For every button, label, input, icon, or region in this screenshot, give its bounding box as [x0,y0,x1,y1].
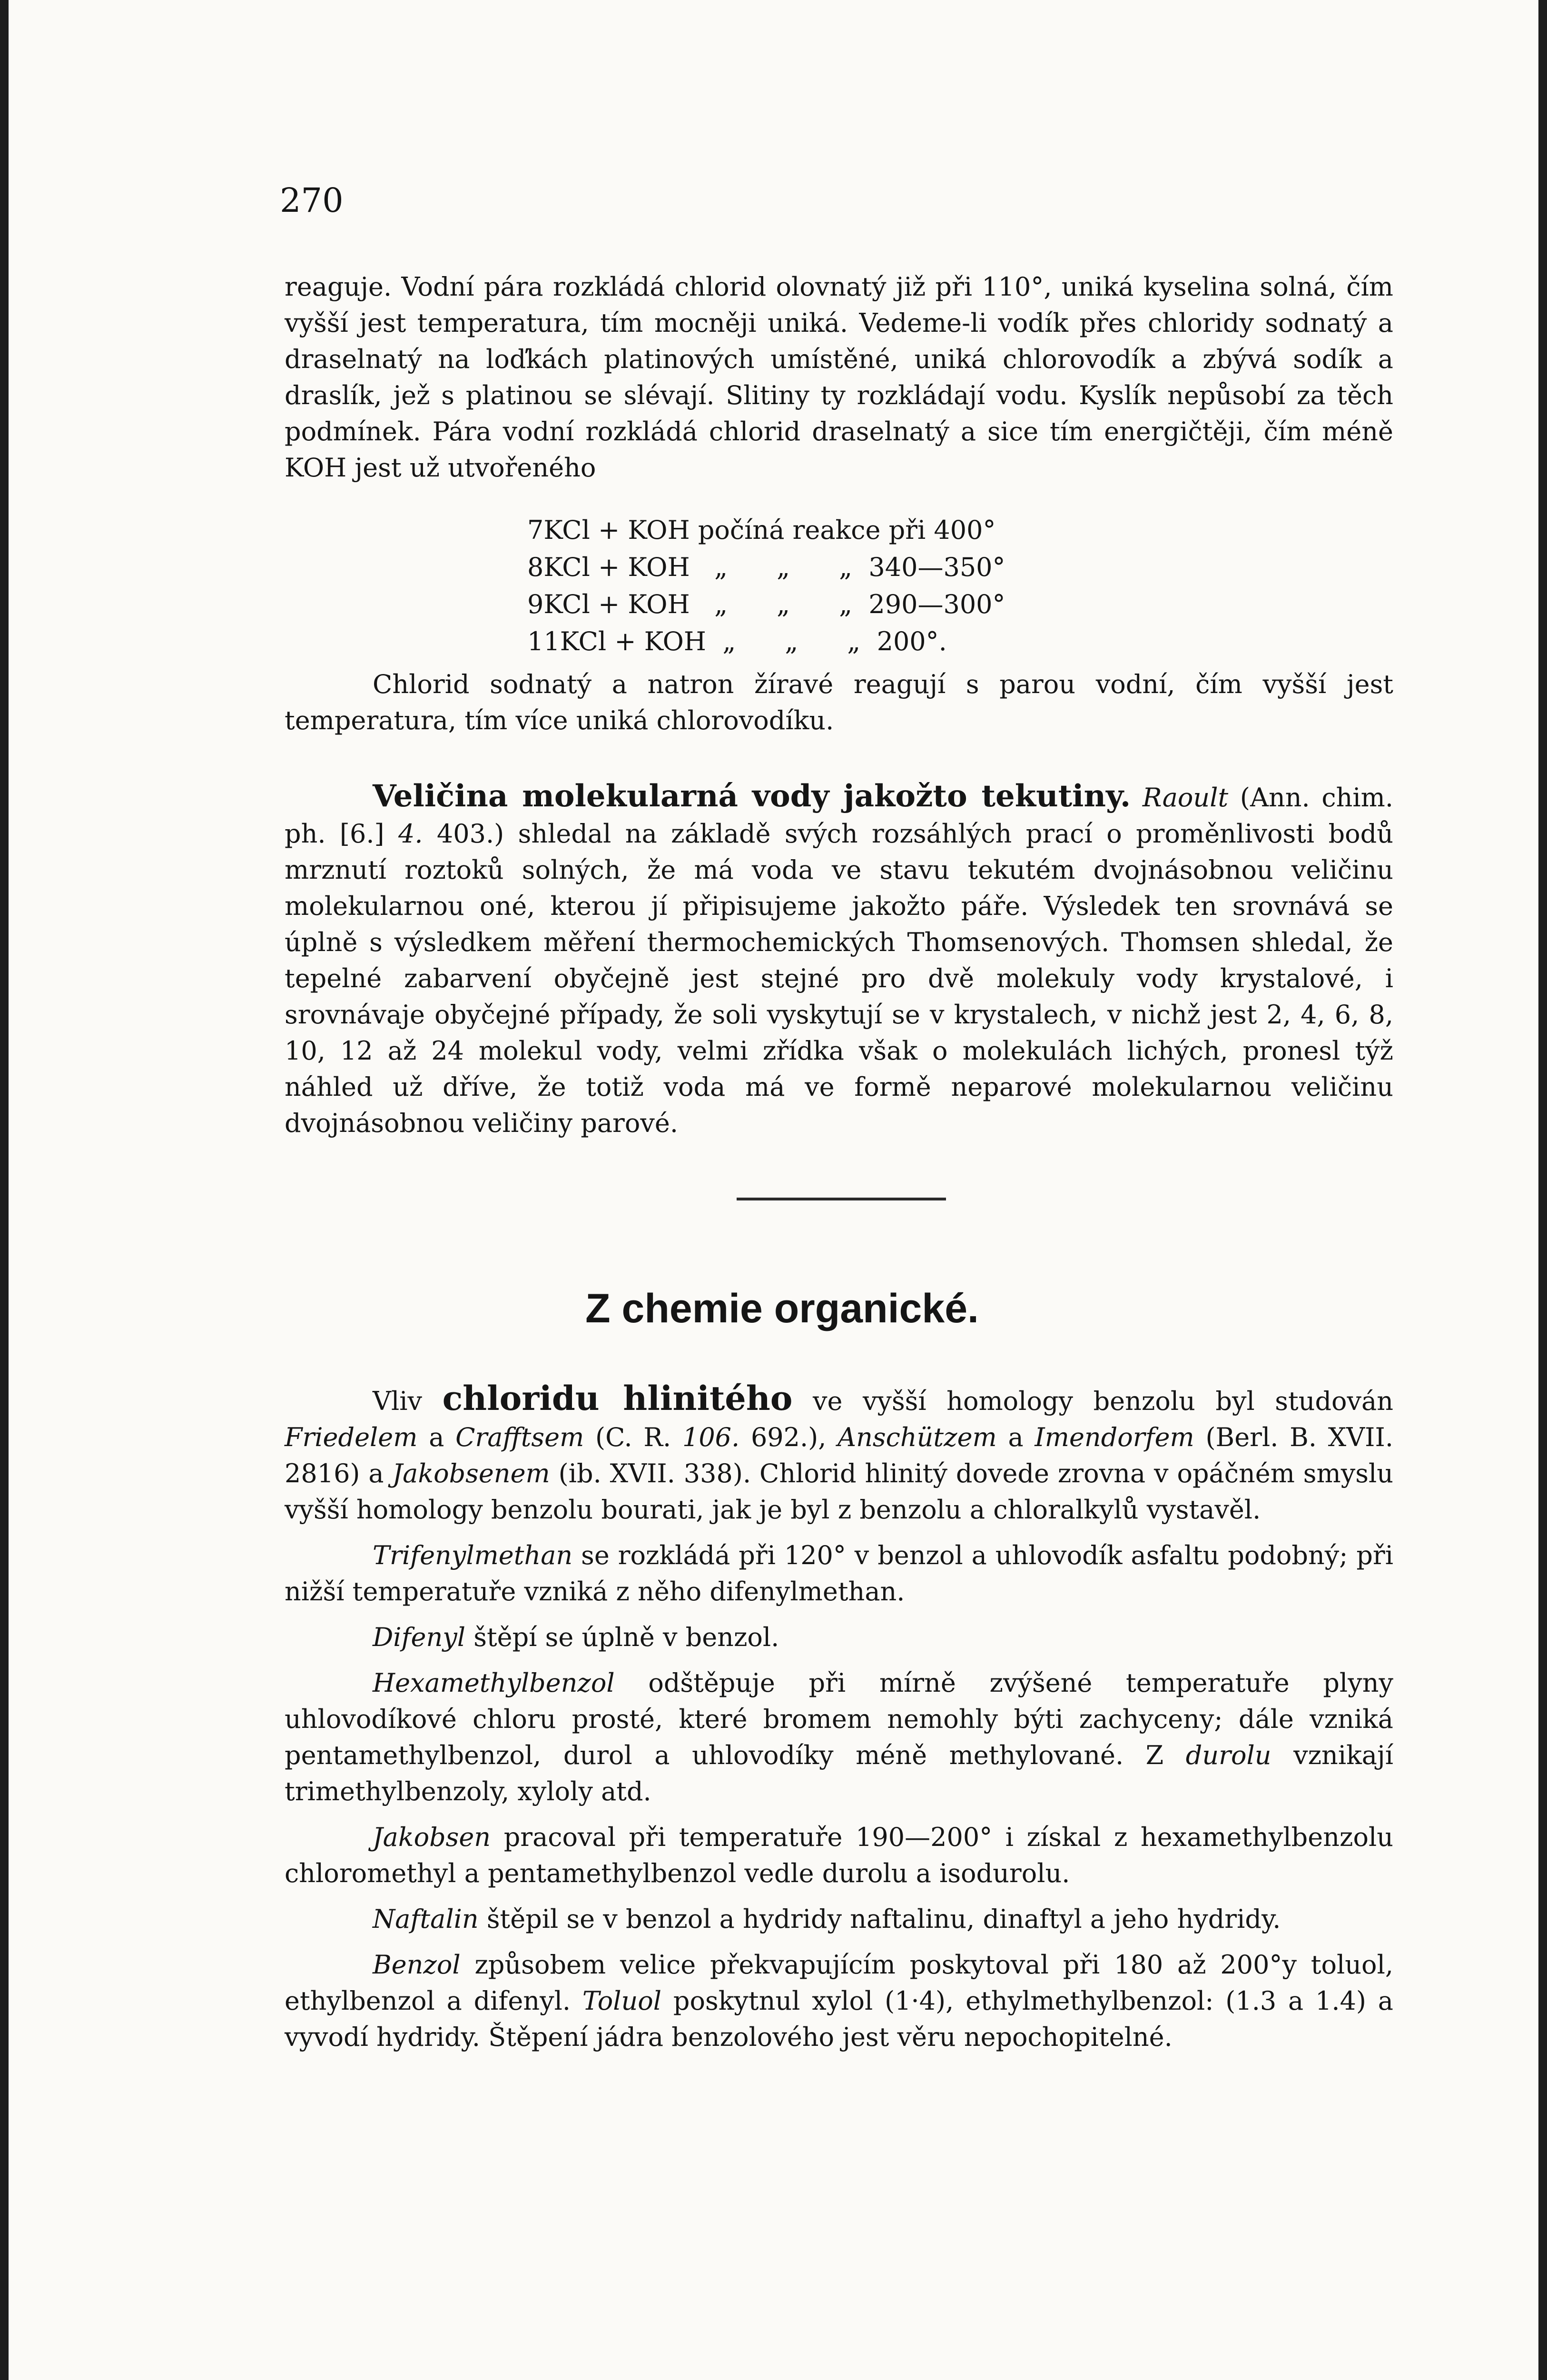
paragraph-sodium-chloride: Chlorid sodnatý a natron žíravé reagují s parou vodní, čím vyšší jest temperatura, tím více uniká chlorovodíku. [285,669,1393,735]
text: a [429,1422,444,1452]
text: (ib. XVII. 338). Chlorid hlinitý dovede zrovna v opáčném smyslu vyšší homology benzolu bourati, jak je byl z benzolu a chloralkylů vystavěl. [285,1458,1393,1525]
section-body: shledal na základě svých rozsáhlých prací o proměnlivosti bodů mrznutí roztoků solných, že má voda ve stavu tekutém dvojnásobnou veličinu molekularnou oné, kterou jí připisujeme jakožto páře. Výsledek ten srovnává se úplně s výsledkem měření thermochemických Thomsenových. Thomsen shledal, že tepelné zabarvení obyčejně jest stejné pro dvě molekuly vody krystalové, i srovnávaje obyčejné případy, že soli vyskytují se v krystalech, v nichž jest 2, 4, 6, 8, 10, 12 až 24 molekul vody, velmi zřídka však o molekulách lichých, pronesl týž náhled už dříve, že totiž voda má ve formě neparové molekularnou veličinu dvojnásobnou veličiny parové. [285,819,1394,1138]
compound-name: Naftalin [373,1904,479,1934]
text: se rozkládá při 120° v benzol a uhlovodík asfaltu podobný; při nižší temperatuře vzniká z něho difenylmethan. [285,1540,1394,1606]
reference-volume: 4. [398,819,423,849]
compound-name: Hexamethylbenzol [373,1668,615,1698]
section-organic-body [285,1380,1393,2065]
paragraph-naftalin [285,1901,1393,1937]
text: (Berl. B. XVII. 2816) a [285,1422,1393,1488]
reference: (Ann. chim. ph. [6.] [285,783,1393,849]
page-number: 270 [280,181,344,220]
paragraph-benzol [285,1947,1393,2055]
text: štěpil se v benzol a hydridy naftalinu, dinaftyl a jeho hydridy. [486,1904,1281,1934]
author-name: Imendorfem [1035,1422,1194,1452]
author-name: Friedelem [285,1422,418,1452]
author-name: Jakobsen [373,1822,491,1852]
compound-name: Difenyl [373,1622,466,1652]
author-name: Jakobsenem [392,1458,550,1488]
section-water-molecular-size [285,778,1393,1141]
text: Vliv [373,1386,423,1416]
section-divider [737,1198,946,1200]
author-name: Crafftsem [455,1422,584,1452]
reference-page: 403.) [436,819,504,849]
paragraph-trifenylmethan [285,1537,1393,1610]
text: ve vyšší homology benzolu byl studován [812,1386,1394,1416]
text: poskytnul xylol (1·4), ethylmethylbenzol: (1.3 a 1.4) a vyvodí hydridy. Štěpení jádra benzolového jest věru nepochopitelné. [285,1986,1393,2052]
compound-name: durolu [1185,1740,1271,1770]
text: a [1008,1422,1024,1452]
paragraph-difenyl [285,1619,1393,1656]
reaction-table [527,512,1005,660]
equation-row: 7KCl + KOH počíná reakce při 400° [527,515,996,545]
paragraph-jakobsen [285,1819,1393,1892]
section-heading: Veličina molekularná vody jakožto tekutiny. [373,778,1131,814]
compound-name: Toluol [582,1986,662,2016]
text: vznikají trimethylbenzoly, xyloly atd. [285,1740,1394,1806]
equation-row: 11KCl + KOH „ „ „ 200°. [527,626,947,656]
text: pracoval při temperatuře 190—200° i získal z hexamethylbenzolu chloromethyl a pentamethylbenzol vedle durolu a isodurolu. [285,1822,1393,1888]
compound-name: Benzol [373,1950,461,1980]
text: odštěpuje při mírně zvýšené temperatuře plyny uhlovodíkové chloru prosté, které bromem nemohly býti zachyceny; dále vzniká pentamethylbenzol, durol a uhlovodíky méně methylované. Z [285,1668,1393,1770]
equation-row: 9KCl + KOH „ „ „ 290—300° [527,589,1005,619]
text: štěpí se úplně v benzol. [473,1622,779,1652]
paragraph-aluminium-chloride [285,1380,1393,1528]
keyword: chloridu hlinitého [442,1378,793,1418]
equation-row: 8KCl + KOH „ „ „ 340—350° [527,552,1005,582]
author-name: Anschützem [838,1422,997,1452]
reference-volume: 106. [682,1422,740,1452]
paragraph-potassium-chloride: reaguje. Vodní pára rozkládá chlorid olovnatý již při 110°, uniká kyselina solná, čím vyšší jest temperatura, tím mocněji uniká. Vedeme-li vodík přes chloridy sodnatý a draselnatý na loďkách platinových umístěné, uniká chlorovodík a zbývá sodík a draslík, jež s platinou se slévají. Slitiny ty rozkládají vodu. Kyslík nepůsobí za těch podmínek. Pára vodní rozkládá chlorid draselnatý a sice tím energičtěji, čím méně KOH jest už utvořeného [285,272,1393,483]
compound-name: Trifenylmethan [373,1540,573,1570]
section-heading-organic: Z chemie organické. [585,1286,979,1331]
text: 692.), [750,1422,827,1452]
author-name: Raoult [1142,783,1229,813]
paragraph-hexamethylbenzol [285,1665,1393,1810]
text: způsobem velice překvapujícím poskytoval při 180 až 200°y toluol, ethylbenzol a difenyl. [285,1950,1393,2016]
text: (C. R. [595,1422,671,1452]
